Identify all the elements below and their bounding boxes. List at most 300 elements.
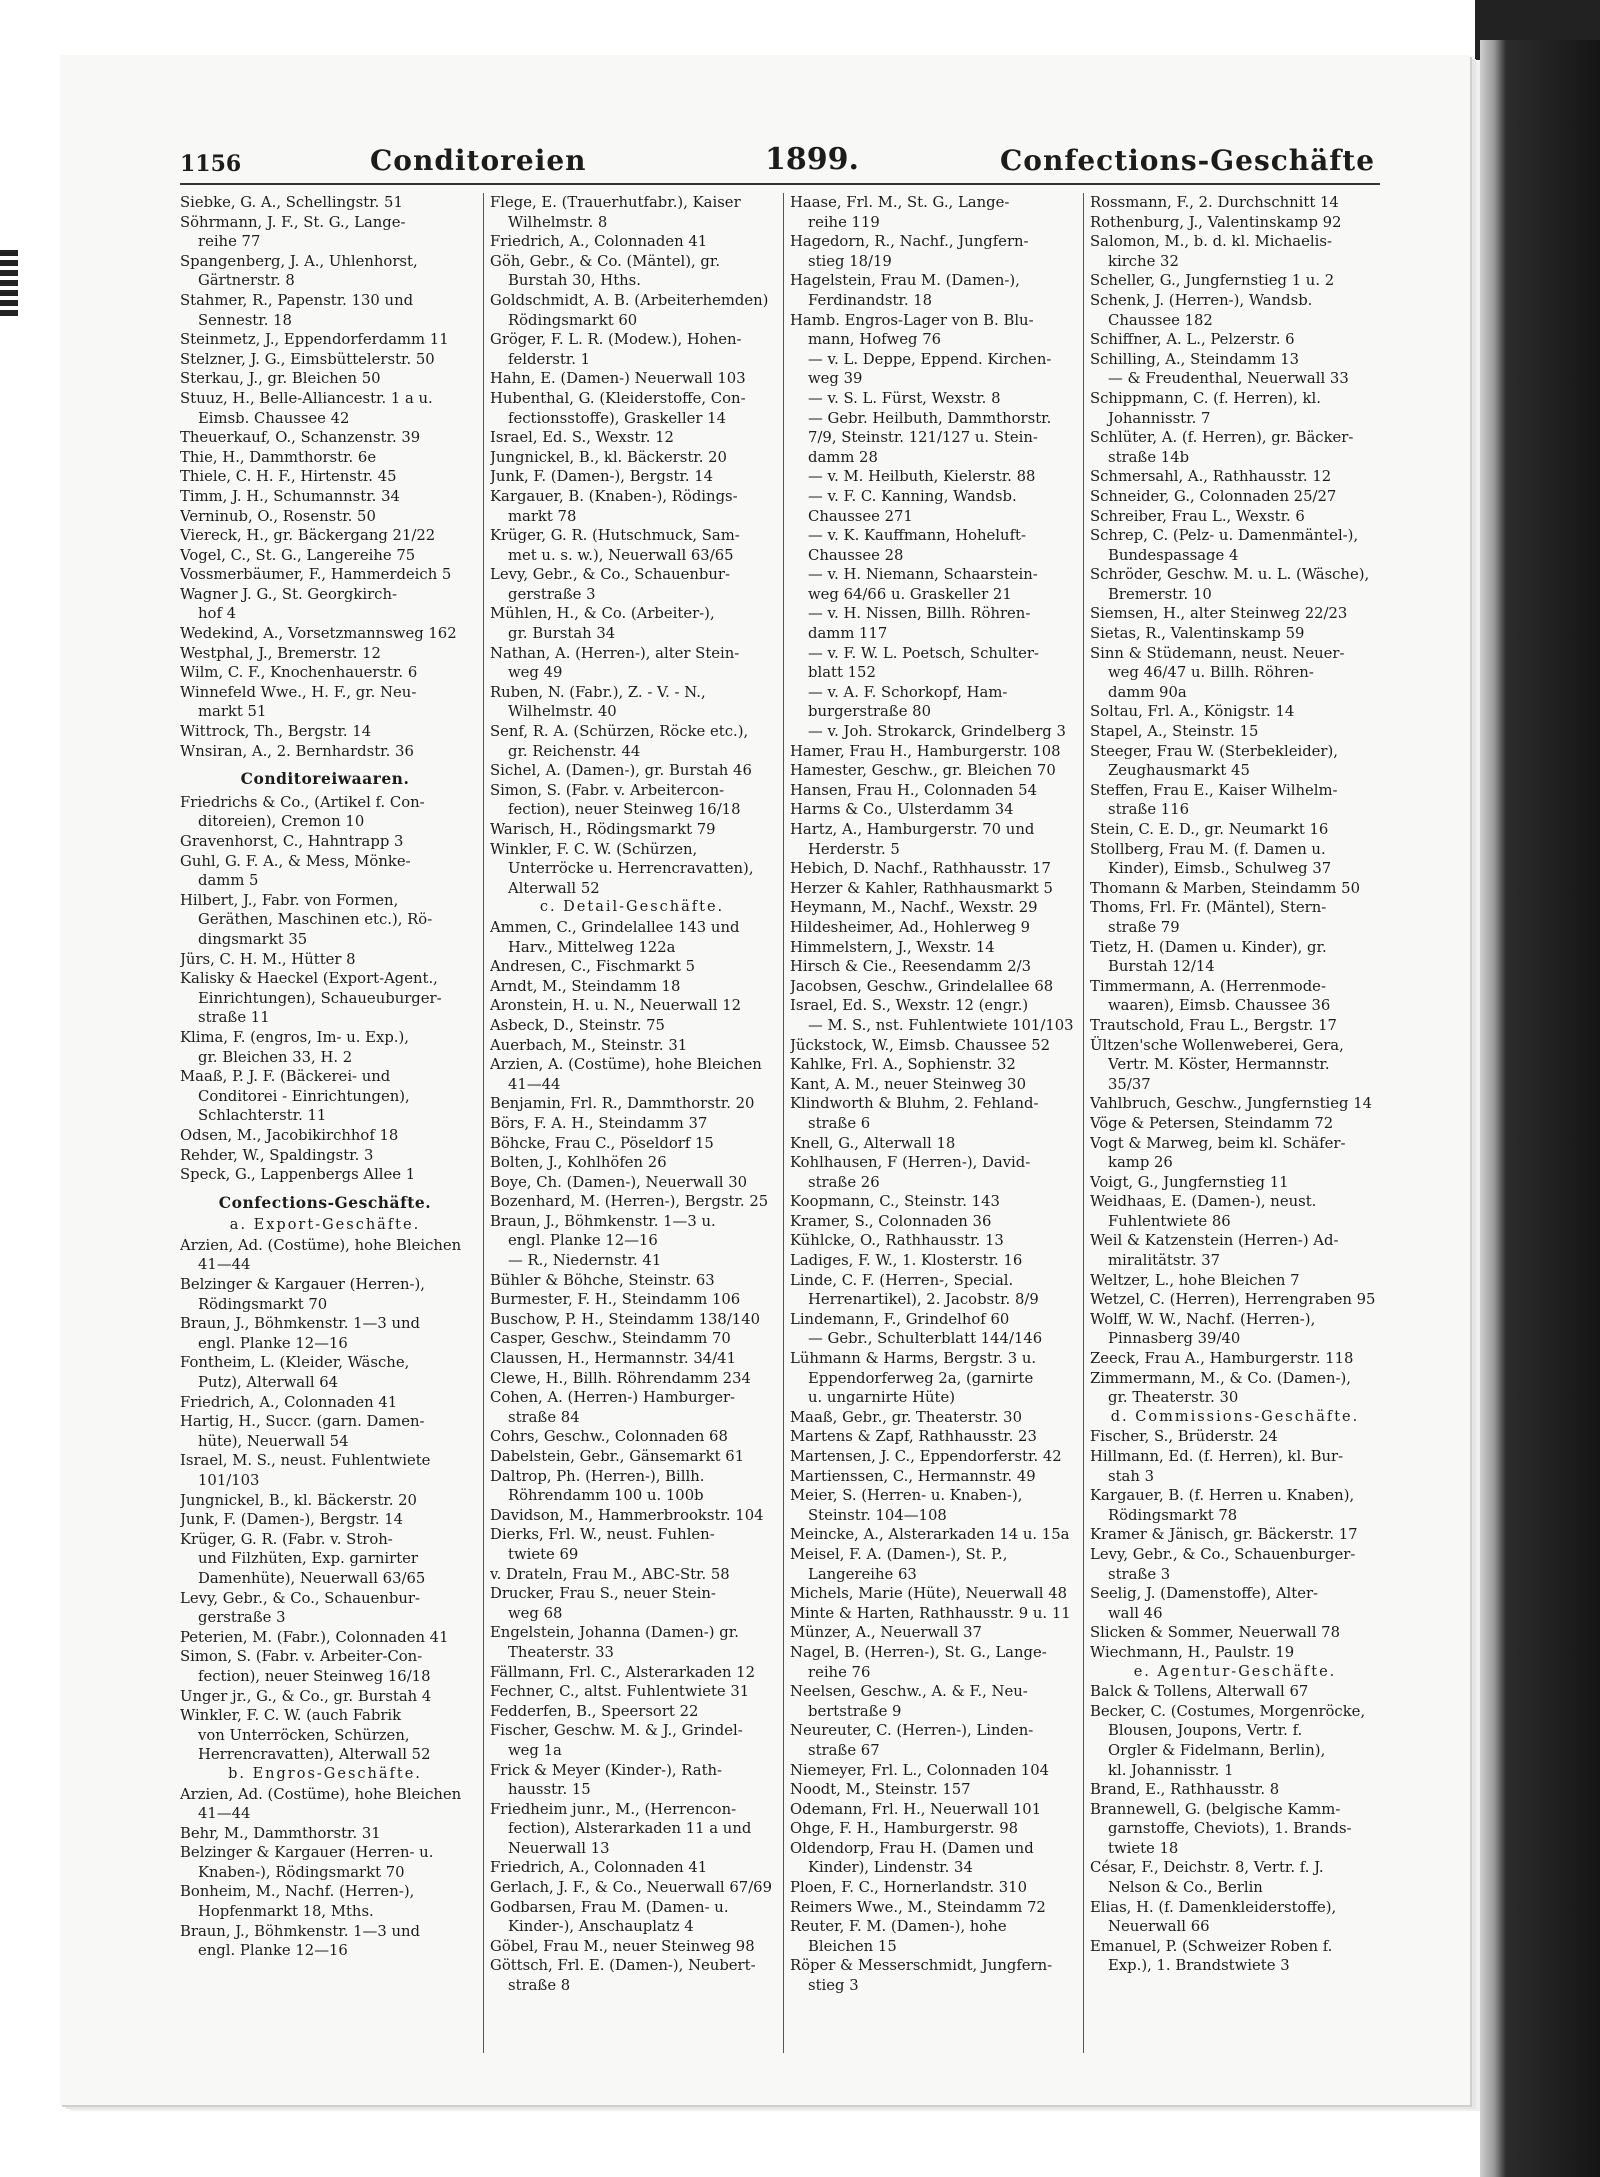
directory-entry: Arzien, A. (Costüme), hohe Bleichen xyxy=(490,1056,762,1074)
directory-entry-continuation: 7/9, Steinstr. 121/127 u. Stein- xyxy=(808,429,1038,447)
directory-entry: Bühler & Böhche, Steinstr. 63 xyxy=(490,1271,715,1289)
directory-entry: Belzinger & Kargauer (Herren-), xyxy=(180,1276,425,1294)
directory-entry: Haase, Frl. M., St. G., Lange- xyxy=(790,194,1010,211)
directory-entry: Wittrock, Th., Bergstr. 14 xyxy=(180,723,372,741)
directory-entry: Jacobsen, Geschw., Grindelallee 68 xyxy=(790,977,1054,995)
directory-entry: Martienssen, C., Hermannstr. 49 xyxy=(790,1467,1036,1485)
directory-entry-continuation: Putz), Alterwall 64 xyxy=(198,1374,339,1392)
directory-entry: Sinn & Stüdemann, neust. Neuer- xyxy=(1090,644,1345,662)
directory-entry: Niemeyer, Frl. L., Colonnaden 104 xyxy=(790,1761,1050,1779)
directory-entry-continuation: — v. F. W. L. Poetsch, Schulter- xyxy=(808,644,1039,662)
directory-columns xyxy=(180,193,1380,2053)
directory-entry: Ohge, F. H., Hamburgerstr. 98 xyxy=(790,1820,1019,1838)
directory-entry: Neelsen, Geschw., A. & F., Neu- xyxy=(790,1683,1028,1701)
directory-entry: Levy, Gebr., & Co., Schauenbur- xyxy=(490,566,730,584)
directory-entry: Knell, G., Alterwall 18 xyxy=(790,1134,956,1152)
directory-entry: Jückstock, W., Eimsb. Chaussee 52 xyxy=(790,1036,1051,1054)
directory-entry: Warisch, H., Rödingsmarkt 79 xyxy=(490,821,716,838)
directory-entry-continuation: 41—44 xyxy=(198,1256,251,1274)
directory-entry-continuation: — v. F. C. Kanning, Wandsb. xyxy=(808,487,1017,505)
directory-entry-continuation: — R., Niedernstr. 41 xyxy=(508,1252,662,1270)
directory-entry-continuation: damm 28 xyxy=(808,448,878,466)
directory-entry-continuation: straße 8 xyxy=(508,1977,571,1995)
directory-entry: Klima, F. (engros, Im- u. Exp.), xyxy=(180,1028,409,1046)
directory-entry-continuation: Chaussee 271 xyxy=(808,507,913,525)
directory-entry-continuation: Hopfenmarkt 18, Mths. xyxy=(198,1903,374,1921)
directory-entry: Münzer, A., Neuerwall 37 xyxy=(790,1624,982,1642)
directory-entry: Neureuter, C. (Herren-), Linden- xyxy=(790,1722,1034,1740)
directory-entry: Fedderfen, B., Speersort 22 xyxy=(490,1702,699,1720)
directory-entry-continuation: 41—44 xyxy=(198,1805,251,1823)
directory-entry: Hamer, Frau H., Hamburgerstr. 108 xyxy=(790,742,1061,760)
directory-entry-continuation: Exp.), 1. Brandstwiete 3 xyxy=(1108,1957,1290,1975)
directory-entry-continuation: — v. A. F. Schorkopf, Ham- xyxy=(808,683,1008,701)
directory-entry: Meier, S. (Herren- u. Knaben-), xyxy=(790,1487,1023,1505)
directory-entry: Ammen, C., Grindelallee 143 und xyxy=(490,918,740,936)
directory-entry: Friedrich, A., Colonnaden 41 xyxy=(180,1393,398,1411)
directory-entry: Clewe, H., Billh. Röhrendamm 234 xyxy=(490,1369,751,1387)
directory-entry: Steffen, Frau E., Kaiser Wilhelm- xyxy=(1090,781,1338,799)
directory-entry: Sterkau, J., gr. Bleichen 50 xyxy=(180,370,381,388)
directory-entry: Siemsen, H., alter Steinweg 22/23 xyxy=(1090,605,1348,623)
directory-entry: Drucker, Frau S., neuer Stein- xyxy=(490,1585,716,1603)
directory-entry-continuation: felderstr. 1 xyxy=(508,350,591,368)
directory-entry: Schneider, G., Colonnaden 25/27 xyxy=(1090,487,1337,505)
directory-entry-continuation: stah 3 xyxy=(1108,1467,1155,1485)
directory-entry-continuation: Rödingsmarkt 60 xyxy=(508,311,638,329)
directory-entry-continuation: hüte), Neuerwall 54 xyxy=(198,1432,349,1450)
directory-entry: Winnefeld Wwe., H. F., gr. Neu- xyxy=(180,683,417,701)
directory-entry-continuation: — M. S., nst. Fuhlentwiete 101/103 xyxy=(808,1016,1074,1034)
directory-entry: Hahn, E. (Damen-) Neuerwall 103 xyxy=(490,370,746,388)
directory-entry: Schrep, C. (Pelz- u. Damenmäntel-), xyxy=(1090,527,1359,545)
directory-entry-continuation: — v. S. L. Fürst, Wexstr. 8 xyxy=(808,389,1001,407)
directory-entry: Stollberg, Frau M. (f. Damen u. xyxy=(1090,840,1326,858)
directory-entry-continuation: engl. Planke 12—16 xyxy=(508,1232,658,1250)
directory-entry-continuation: Neuerwall 66 xyxy=(1108,1918,1210,1936)
directory-entry: Schilling, A., Steindamm 13 xyxy=(1090,350,1300,368)
subsection-heading: a. Export-Geschäfte. xyxy=(229,1217,421,1234)
directory-entry-continuation: straße 14b xyxy=(1108,448,1190,466)
page-number: 1156 xyxy=(180,151,242,177)
directory-entry: Cohen, A. (Herren-) Hamburger- xyxy=(490,1389,736,1407)
directory-entry: Timm, J. H., Schumannstr. 34 xyxy=(180,487,400,505)
directory-entry-continuation: Eppendorferweg 2a, (garnirte xyxy=(808,1369,1034,1387)
directory-entry: Friedrichs & Co., (Artikel f. Con- xyxy=(180,793,425,811)
directory-entry-continuation: Theaterstr. 33 xyxy=(508,1643,614,1661)
header-right-title: Confections-Geschäfte xyxy=(1000,144,1376,177)
directory-entry-continuation: Kinder-), Anschauplatz 4 xyxy=(508,1918,694,1936)
directory-entry-continuation: Johannisstr. 7 xyxy=(1108,409,1211,427)
directory-entry-continuation: Steinstr. 104—108 xyxy=(808,1506,947,1524)
directory-entry: Wetzel, C. (Herren), Herrengraben 95 xyxy=(1090,1291,1376,1309)
directory-entry-continuation: weg 39 xyxy=(808,370,863,388)
directory-entry: Göbel, Frau M., neuer Steinweg 98 xyxy=(490,1937,755,1955)
directory-entry-continuation: Pinnasberg 39/40 xyxy=(1108,1330,1241,1348)
directory-entry: Wagner J. G., St. Georgkirch- xyxy=(180,585,397,603)
directory-entry: Levy, Gebr., & Co., Schauenbur- xyxy=(180,1589,420,1607)
directory-entry: Spangenberg, J. A., Uhlenhorst, xyxy=(180,252,418,270)
directory-entry: Junk, F. (Damen-), Bergstr. 14 xyxy=(490,468,714,486)
directory-entry-continuation: straße 11 xyxy=(198,1009,270,1027)
directory-entry: Wedekind, A., Vorsetzmannsweg 162 xyxy=(180,625,457,643)
directory-entry: Gröger, F. L. R. (Modew.), Hohen- xyxy=(490,331,742,349)
directory-entry: Linde, C. F. (Herren-, Special. xyxy=(790,1271,1014,1289)
directory-entry: Goldschmidt, A. B. (Arbeiterhemden) xyxy=(490,291,769,309)
directory-entry-continuation: Neuerwall 13 xyxy=(508,1839,610,1857)
directory-entry: Martens & Zapf, Rathhausstr. 23 xyxy=(790,1428,1037,1446)
directory-entry: Börs, F. A. H., Steindamm 37 xyxy=(490,1114,708,1132)
directory-entry: Böhcke, Frau C., Pöseldorf 15 xyxy=(490,1134,714,1152)
directory-entry: Auerbach, M., Steinstr. 31 xyxy=(490,1036,688,1054)
directory-entry-continuation: damm 90a xyxy=(1108,683,1187,701)
directory-entry: Godbarsen, Frau M. (Damen- u. xyxy=(490,1898,729,1916)
directory-entry: Herzer & Kahler, Rathhausmarkt 5 xyxy=(790,879,1053,897)
directory-entry: Benjamin, Frl. R., Dammthorstr. 20 xyxy=(490,1095,755,1113)
directory-entry: Seelig, J. (Damenstoffe), Alter- xyxy=(1090,1585,1319,1603)
directory-entry-continuation: straße 26 xyxy=(808,1173,880,1191)
directory-entry-continuation: Blousen, Joupons, Vertr. f. xyxy=(1108,1722,1303,1740)
directory-entry-continuation: Langereihe 63 xyxy=(808,1565,917,1583)
subsection-heading: c. Detail-Geschäfte. xyxy=(539,899,725,916)
directory-entry: Ladiges, F. W., 1. Klosterstr. 16 xyxy=(790,1252,1023,1270)
directory-entry-continuation: damm 117 xyxy=(808,625,888,643)
directory-entry-continuation: gr. Burstah 34 xyxy=(508,625,616,643)
directory-entry-continuation: 41—44 xyxy=(508,1075,561,1093)
directory-entry: Nathan, A. (Herren-), alter Stein- xyxy=(490,644,740,662)
directory-entry: Meincke, A., Alsterarkaden 14 u. 15a xyxy=(790,1526,1070,1544)
directory-entry: Junk, F. (Damen-), Bergstr. 14 xyxy=(180,1511,404,1529)
directory-entry: Friedheim junr., M., (Herrencon- xyxy=(490,1800,737,1818)
margin-stamp xyxy=(0,250,18,320)
directory-entry-continuation: Kinder), Eimsb., Schulweg 37 xyxy=(1108,860,1332,878)
directory-entry-continuation: — Gebr., Schulterblatt 144/146 xyxy=(808,1330,1043,1348)
directory-entry: Aronstein, H. u. N., Neuerwall 12 xyxy=(490,997,742,1015)
directory-entry: Verninub, O., Rosenstr. 50 xyxy=(180,507,376,525)
directory-entry: Westphal, J., Bremerstr. 12 xyxy=(180,644,381,662)
directory-entry-continuation: Wilhelmstr. 40 xyxy=(508,703,617,721)
directory-entry-continuation: Kinder), Lindenstr. 34 xyxy=(808,1859,973,1877)
directory-entry-continuation: stieg 3 xyxy=(808,1977,859,1995)
directory-entry-continuation: — & Freudenthal, Neuerwall 33 xyxy=(1108,370,1349,388)
directory-entry: Wolff, W. W., Nachf. (Herren-), xyxy=(1090,1310,1316,1328)
directory-entry: Becker, C. (Costumes, Morgenröcke, xyxy=(1090,1702,1366,1720)
directory-entry-continuation: Bleichen 15 xyxy=(808,1937,897,1955)
directory-entry-continuation: fection), Alsterarkaden 11 a und xyxy=(508,1820,752,1838)
directory-entry: Arndt, M., Steindamm 18 xyxy=(490,977,681,995)
directory-entry-continuation: miralitätstr. 37 xyxy=(1108,1252,1221,1270)
directory-entry: Maaß, Gebr., gr. Theaterstr. 30 xyxy=(790,1408,1022,1426)
directory-entry: Schröder, Geschw. M. u. L. (Wäsche), xyxy=(1090,566,1370,584)
directory-entry: Stein, C. E. D., gr. Neumarkt 16 xyxy=(1090,821,1329,838)
directory-entry: Zeeck, Frau A., Hamburgerstr. 118 xyxy=(1090,1350,1354,1368)
directory-entry: Dierks, Frl. W., neust. Fuhlen- xyxy=(490,1526,715,1544)
directory-entry: Krüger, G. R. (Fabr. v. Stroh- xyxy=(180,1530,393,1548)
directory-entry: Rehder, W., Spaldingstr. 3 xyxy=(180,1146,374,1164)
page-header xyxy=(180,135,1380,185)
directory-entry: Harms & Co., Ulsterdamm 34 xyxy=(790,801,1014,819)
directory-entry: Mühlen, H., & Co. (Arbeiter-), xyxy=(490,605,715,623)
directory-entry-continuation: Harv., Mittelweg 122a xyxy=(508,938,676,956)
directory-entry: Rothenburg, J., Valentinskamp 92 xyxy=(1090,213,1342,231)
directory-entry: Cohrs, Geschw., Colonnaden 68 xyxy=(490,1428,728,1446)
directory-entry-continuation: twiete 69 xyxy=(508,1545,579,1563)
directory-entry: Ruben, N. (Fabr.), Z. - V. - N., xyxy=(490,683,706,701)
directory-entry-continuation: Gärtnerstr. 8 xyxy=(198,272,295,290)
directory-entry-continuation: blatt 152 xyxy=(808,664,876,682)
directory-entry: Wnsiran, A., 2. Bernhardstr. 36 xyxy=(180,742,414,760)
directory-entry: Emanuel, P. (Schweizer Roben f. xyxy=(1090,1937,1333,1955)
directory-entry: Kant, A. M., neuer Steinweg 30 xyxy=(790,1075,1026,1093)
directory-entry-continuation: von Unterröcken, Schürzen, xyxy=(198,1726,410,1744)
directory-entry: Casper, Geschw., Steindamm 70 xyxy=(490,1330,731,1348)
directory-entry: Kargauer, B. (f. Herren u. Knaben), xyxy=(1090,1487,1355,1505)
directory-entry-continuation: 35/37 xyxy=(1108,1075,1151,1093)
directory-entry: Fontheim, L. (Kleider, Wäsche, xyxy=(180,1354,410,1372)
directory-entry-continuation: weg 49 xyxy=(508,664,563,682)
directory-entry-continuation: gr. Theaterstr. 30 xyxy=(1108,1389,1239,1407)
directory-entry-continuation: gr. Bleichen 33, H. 2 xyxy=(198,1048,353,1066)
directory-entry: Fischer, S., Brüderstr. 24 xyxy=(1090,1428,1278,1446)
directory-entry: Tietz, H. (Damen u. Kinder), gr. xyxy=(1090,938,1327,956)
directory-entry-continuation: Eimsb. Chaussee 42 xyxy=(198,409,350,427)
directory-entry: Stapel, A., Steinstr. 15 xyxy=(1090,723,1259,741)
directory-entry: v. Drateln, Frau M., ABC-Str. 58 xyxy=(490,1565,730,1583)
directory-entry: Vossmerbäumer, F., Hammerdeich 5 xyxy=(180,566,452,584)
directory-entry: Ültzen'sche Wollenweberei, Gera, xyxy=(1090,1036,1344,1054)
directory-entry-continuation: Herderstr. 5 xyxy=(808,840,900,858)
directory-entry: Slicken & Sommer, Neuerwall 78 xyxy=(1090,1624,1340,1642)
directory-entry: Winkler, F. C. W. (Schürzen, xyxy=(490,840,698,858)
directory-entry: Siebke, G. A., Schellingstr. 51 xyxy=(180,194,403,211)
directory-entry: Ploen, F. C., Hornerlandstr. 310 xyxy=(790,1879,1028,1897)
directory-entry-continuation: straße 67 xyxy=(808,1741,880,1759)
directory-entry: Stelzner, J. G., Eimsbüttelerstr. 50 xyxy=(180,350,435,368)
directory-entry-continuation: waaren), Eimsb. Chaussee 36 xyxy=(1108,997,1331,1015)
directory-entry-continuation: — v. H. Nissen, Billh. Röhren- xyxy=(808,605,1031,623)
directory-entry: Stahmer, R., Papenstr. 130 und xyxy=(180,291,414,309)
directory-entry-continuation: kamp 26 xyxy=(1108,1154,1173,1172)
directory-entry: Hartz, A., Hamburgerstr. 70 und xyxy=(790,821,1035,838)
directory-entry-continuation: straße 6 xyxy=(808,1114,871,1132)
directory-entry: Thoms, Frl. Fr. (Mäntel), Stern- xyxy=(1090,899,1327,917)
directory-entry: Gravenhorst, C., Hahntrapp 3 xyxy=(180,833,404,850)
directory-entry: Hansen, Frau H., Colonnaden 54 xyxy=(790,781,1037,799)
directory-entry: Göttsch, Frl. E. (Damen-), Neubert- xyxy=(490,1957,756,1975)
directory-entry-continuation: mann, Hofweg 76 xyxy=(808,331,942,349)
directory-entry-continuation: Chaussee 182 xyxy=(1108,311,1213,329)
directory-entry-continuation: Zeughausmarkt 45 xyxy=(1108,762,1250,780)
directory-entry: Martensen, J. C., Eppendorferstr. 42 xyxy=(790,1448,1062,1465)
directory-entry: Thiele, C. H. F., Hirtenstr. 45 xyxy=(180,468,397,486)
directory-entry-continuation: hof 4 xyxy=(198,605,237,623)
directory-entry: Kalisky & Haeckel (Export-Agent., xyxy=(180,970,438,988)
directory-entry: Himmelstern, J., Wexstr. 14 xyxy=(790,938,995,956)
directory-entry: Hildesheimer, Ad., Hohlerweg 9 xyxy=(790,918,1031,936)
header-left-title: Conditoreien xyxy=(370,144,587,177)
directory-entry: Asbeck, D., Steinstr. 75 xyxy=(490,1016,665,1034)
directory-entry: Heymann, M., Nachf., Wexstr. 29 xyxy=(790,899,1038,917)
directory-entry: Davidson, M., Hammerbrookstr. 104 xyxy=(490,1506,764,1524)
directory-entry-continuation: reihe 119 xyxy=(808,213,880,231)
directory-entry-continuation: bertstraße 9 xyxy=(808,1702,902,1720)
directory-entry-continuation: engl. Planke 12—16 xyxy=(198,1942,348,1960)
directory-entry-continuation: engl. Planke 12—16 xyxy=(198,1334,348,1352)
directory-entry: Maaß, P. J. F. (Bäckerei- und xyxy=(180,1068,391,1086)
directory-entry: Levy, Gebr., & Co., Schauenburger- xyxy=(1090,1545,1356,1563)
directory-entry: Thomann & Marben, Steindamm 50 xyxy=(1090,879,1360,897)
directory-entry: Boye, Ch. (Damen-), Neuerwall 30 xyxy=(490,1173,748,1191)
directory-entry: Jungnickel, B., kl. Bäckerstr. 20 xyxy=(180,1491,417,1509)
directory-column-1 xyxy=(180,193,470,2053)
directory-entry: Daltrop, Ph. (Herren-), Billh. xyxy=(490,1467,705,1485)
directory-entry-continuation: garnstoffe, Cheviots), 1. Brands- xyxy=(1108,1820,1352,1838)
directory-entry-continuation: — v. M. Heilbuth, Kielerstr. 88 xyxy=(808,468,1036,486)
directory-entry: Kohlhausen, F (Herren-), David- xyxy=(790,1154,1031,1172)
directory-entry: Bolten, J., Kohlhöfen 26 xyxy=(490,1154,667,1172)
directory-entry: Hagelstein, Frau M. (Damen-), xyxy=(790,272,1020,290)
directory-entry: Behr, M., Dammthorstr. 31 xyxy=(180,1824,381,1842)
directory-entry: Bonheim, M., Nachf. (Herren-), xyxy=(180,1883,415,1901)
directory-entry: Brannewell, G. (belgische Kamm- xyxy=(1090,1800,1341,1818)
directory-entry: Simon, S. (Fabr. v. Arbeiter-Con- xyxy=(180,1648,423,1666)
directory-entry-continuation: — v. L. Deppe, Eppend. Kirchen- xyxy=(808,350,1052,368)
directory-entry: Fällmann, Frl. C., Alsterarkaden 12 xyxy=(490,1663,756,1681)
directory-entry: Theuerkauf, O., Schanzenstr. 39 xyxy=(180,429,421,447)
directory-entry: Rossmann, F., 2. Durchschnitt 14 xyxy=(1090,194,1339,211)
directory-entry-continuation: fection), neuer Steinweg 16/18 xyxy=(508,801,741,819)
directory-entry-continuation: straße 3 xyxy=(1108,1565,1171,1583)
directory-entry-continuation: markt 51 xyxy=(198,703,267,721)
directory-entry: Michels, Marie (Hüte), Neuerwall 48 xyxy=(790,1585,1068,1603)
directory-entry: Frick & Meyer (Kinder-), Rath- xyxy=(490,1761,723,1779)
section-heading: Conditoreiwaaren. xyxy=(240,769,410,789)
directory-entry-continuation: — v. Joh. Strokarck, Grindelberg 3 xyxy=(808,723,1066,741)
directory-entry-continuation: straße 84 xyxy=(508,1408,580,1426)
directory-entry-continuation: Sennestr. 18 xyxy=(198,311,292,329)
directory-entry: Flege, E. (Trauerhutfabr.), Kaiser xyxy=(490,194,741,211)
directory-entry-continuation: Nelson & Co., Berlin xyxy=(1108,1879,1263,1897)
directory-entry: Nagel, B. (Herren-), St. G., Lange- xyxy=(790,1643,1047,1661)
subsection-heading: d. Commissions-Geschäfte. xyxy=(1110,1408,1360,1425)
directory-entry-continuation: weg 68 xyxy=(508,1604,563,1622)
directory-entry: Viereck, H., gr. Bäckergang 21/22 xyxy=(180,527,436,545)
directory-entry-continuation: met u. s. w.), Neuerwall 63/65 xyxy=(508,546,734,564)
directory-entry: Hillmann, Ed. (f. Herren), kl. Bur- xyxy=(1090,1448,1344,1465)
directory-entry-continuation: Herrencravatten), Alterwall 52 xyxy=(198,1746,431,1764)
directory-entry: Friedrich, A., Colonnaden 41 xyxy=(490,233,708,251)
directory-entry-continuation: Alterwall 52 xyxy=(508,879,600,897)
directory-entry: Odemann, Frl. H., Neuerwall 101 xyxy=(790,1800,1042,1818)
directory-entry-continuation: gerstraße 3 xyxy=(198,1609,286,1627)
directory-entry: Dabelstein, Gebr., Gänsemarkt 61 xyxy=(490,1448,745,1465)
directory-entry: Andresen, C., Fischmarkt 5 xyxy=(490,958,696,976)
directory-entry-continuation: u. ungarnirte Hüte) xyxy=(808,1389,956,1407)
directory-entry: Kahlke, Frl. A., Sophienstr. 32 xyxy=(790,1056,1016,1074)
directory-entry-continuation: Rödingsmarkt 70 xyxy=(198,1295,328,1313)
header-year: 1899. xyxy=(765,142,859,177)
directory-entry: Speck, G., Lappenbergs Allee 1 xyxy=(180,1166,416,1184)
directory-entry: Buschow, P. H., Steindamm 138/140 xyxy=(490,1310,761,1328)
directory-entry-continuation: — v. K. Kauffmann, Hoheluft- xyxy=(808,527,1026,545)
directory-entry: Arzien, Ad. (Costüme), hohe Bleichen xyxy=(180,1785,462,1803)
directory-entry: Sichel, A. (Damen-), gr. Burstah 46 xyxy=(490,762,752,780)
directory-entry: Reimers Wwe., M., Steindamm 72 xyxy=(790,1898,1046,1916)
directory-entry-continuation: Fuhlentwiete 86 xyxy=(1108,1212,1231,1230)
directory-entry-continuation: gr. Reichenstr. 44 xyxy=(508,742,641,760)
directory-entry: Braun, J., Böhmkenstr. 1—3 und xyxy=(180,1315,420,1333)
directory-entry: Israel, Ed. S., Wexstr. 12 (engr.) xyxy=(790,997,1029,1015)
directory-entry: Hirsch & Cie., Reesendamm 2/3 xyxy=(790,958,1032,976)
directory-entry: Reuter, F. M. (Damen-), hohe xyxy=(790,1918,1007,1936)
directory-column-3 xyxy=(783,193,1074,2053)
directory-entry-continuation: dingsmarkt 35 xyxy=(198,930,308,948)
directory-entry: Zimmermann, M., & Co. (Damen-), xyxy=(1090,1369,1351,1387)
directory-entry: Lindemann, F., Grindelhof 60 xyxy=(790,1310,1010,1328)
directory-entry: Hubenthal, G. (Kleiderstoffe, Con- xyxy=(490,389,746,407)
directory-entry: Braun, J., Böhmkenstr. 1—3 und xyxy=(180,1922,420,1940)
directory-entry: Steeger, Frau W. (Sterbekleider), xyxy=(1090,742,1338,760)
directory-entry: Simon, S. (Fabr. v. Arbeitercon- xyxy=(490,781,725,799)
directory-entry: Hilbert, J., Fabr. von Formen, xyxy=(180,891,399,909)
directory-entry: Senf, R. A. (Schürzen, Röcke etc.), xyxy=(490,723,749,741)
directory-entry-continuation: Burstah 12/14 xyxy=(1108,958,1215,976)
directory-entry-continuation: Orgler & Fidelmann, Berlin), xyxy=(1108,1741,1326,1759)
directory-entry: Steinmetz, J., Eppendorferdamm 11 xyxy=(180,331,449,349)
directory-entry: Koopmann, C., Steinstr. 143 xyxy=(790,1193,1000,1211)
directory-entry-continuation: reihe 77 xyxy=(198,233,261,251)
directory-entry: Elias, H. (f. Damenkleiderstoffe), xyxy=(1090,1898,1337,1916)
directory-entry: Wiechmann, H., Paulstr. 19 xyxy=(1090,1643,1295,1661)
directory-entry: Schenk, J. (Herren-), Wandsb. xyxy=(1090,291,1313,309)
directory-column-4 xyxy=(1083,193,1380,2053)
scan-border-right xyxy=(1480,40,1600,2177)
directory-entry: Krüger, G. R. (Hutschmuck, Sam- xyxy=(490,527,740,545)
directory-entry-continuation: hausstr. 15 xyxy=(508,1781,591,1799)
directory-entry: Vogt & Marweg, beim kl. Schäfer- xyxy=(1090,1134,1346,1152)
directory-entry: Weil & Katzenstein (Herren-) Ad- xyxy=(1090,1232,1339,1250)
directory-entry: Kargauer, B. (Knaben-), Rödings- xyxy=(490,487,738,505)
subsection-heading: e. Agentur-Geschäfte. xyxy=(1133,1663,1337,1680)
directory-entry: Schmersahl, A., Rathhausstr. 12 xyxy=(1090,468,1332,486)
directory-entry: Röper & Messerschmidt, Jungfern- xyxy=(790,1957,1053,1975)
directory-entry: Scheller, G., Jungfernstieg 1 u. 2 xyxy=(1090,272,1335,290)
directory-entry: Schiffner, A. L., Pelzerstr. 6 xyxy=(1090,331,1295,349)
directory-entry: Jungnickel, B., kl. Bäckerstr. 20 xyxy=(490,448,727,466)
directory-entry: Schreiber, Frau L., Wexstr. 6 xyxy=(1090,507,1305,525)
directory-entry-continuation: straße 116 xyxy=(1108,801,1190,819)
directory-entry: Lühmann & Harms, Bergstr. 3 u. xyxy=(790,1350,1037,1368)
directory-entry: Kramer, S., Colonnaden 36 xyxy=(790,1212,992,1230)
directory-entry: Odsen, M., Jacobikirchhof 18 xyxy=(180,1126,399,1144)
directory-entry: Winkler, F. C. W. (auch Fabrik xyxy=(180,1707,402,1725)
directory-entry-continuation: damm 5 xyxy=(198,872,259,890)
directory-entry: Meisel, F. A. (Damen-), St. P., xyxy=(790,1545,1008,1563)
directory-entry-continuation: Herrenartikel), 2. Jacobstr. 8/9 xyxy=(808,1291,1039,1309)
directory-entry: Salomon, M., b. d. kl. Michaelis- xyxy=(1090,233,1332,251)
directory-entry: Hagedorn, R., Nachf., Jungfern- xyxy=(790,233,1029,251)
directory-entry: Stuuz, H., Belle-Alliancestr. 1 a u. xyxy=(180,389,433,407)
directory-entry: Friedrich, A., Colonnaden 41 xyxy=(490,1859,708,1877)
directory-entry-continuation: twiete 18 xyxy=(1108,1839,1179,1857)
directory-entry-continuation: Conditorei - Einrichtungen), xyxy=(198,1087,410,1105)
directory-entry-continuation: Chaussee 28 xyxy=(808,546,904,564)
directory-entry-continuation: Wilhelmstr. 8 xyxy=(508,213,608,231)
directory-entry: Schlüter, A. (f. Herren), gr. Bäcker- xyxy=(1090,429,1354,447)
directory-entry: Arzien, Ad. (Costüme), hohe Bleichen xyxy=(180,1236,462,1254)
directory-entry-continuation: stieg 18/19 xyxy=(808,252,892,270)
directory-entry: Brand, E., Rathhausstr. 8 xyxy=(1090,1781,1280,1799)
